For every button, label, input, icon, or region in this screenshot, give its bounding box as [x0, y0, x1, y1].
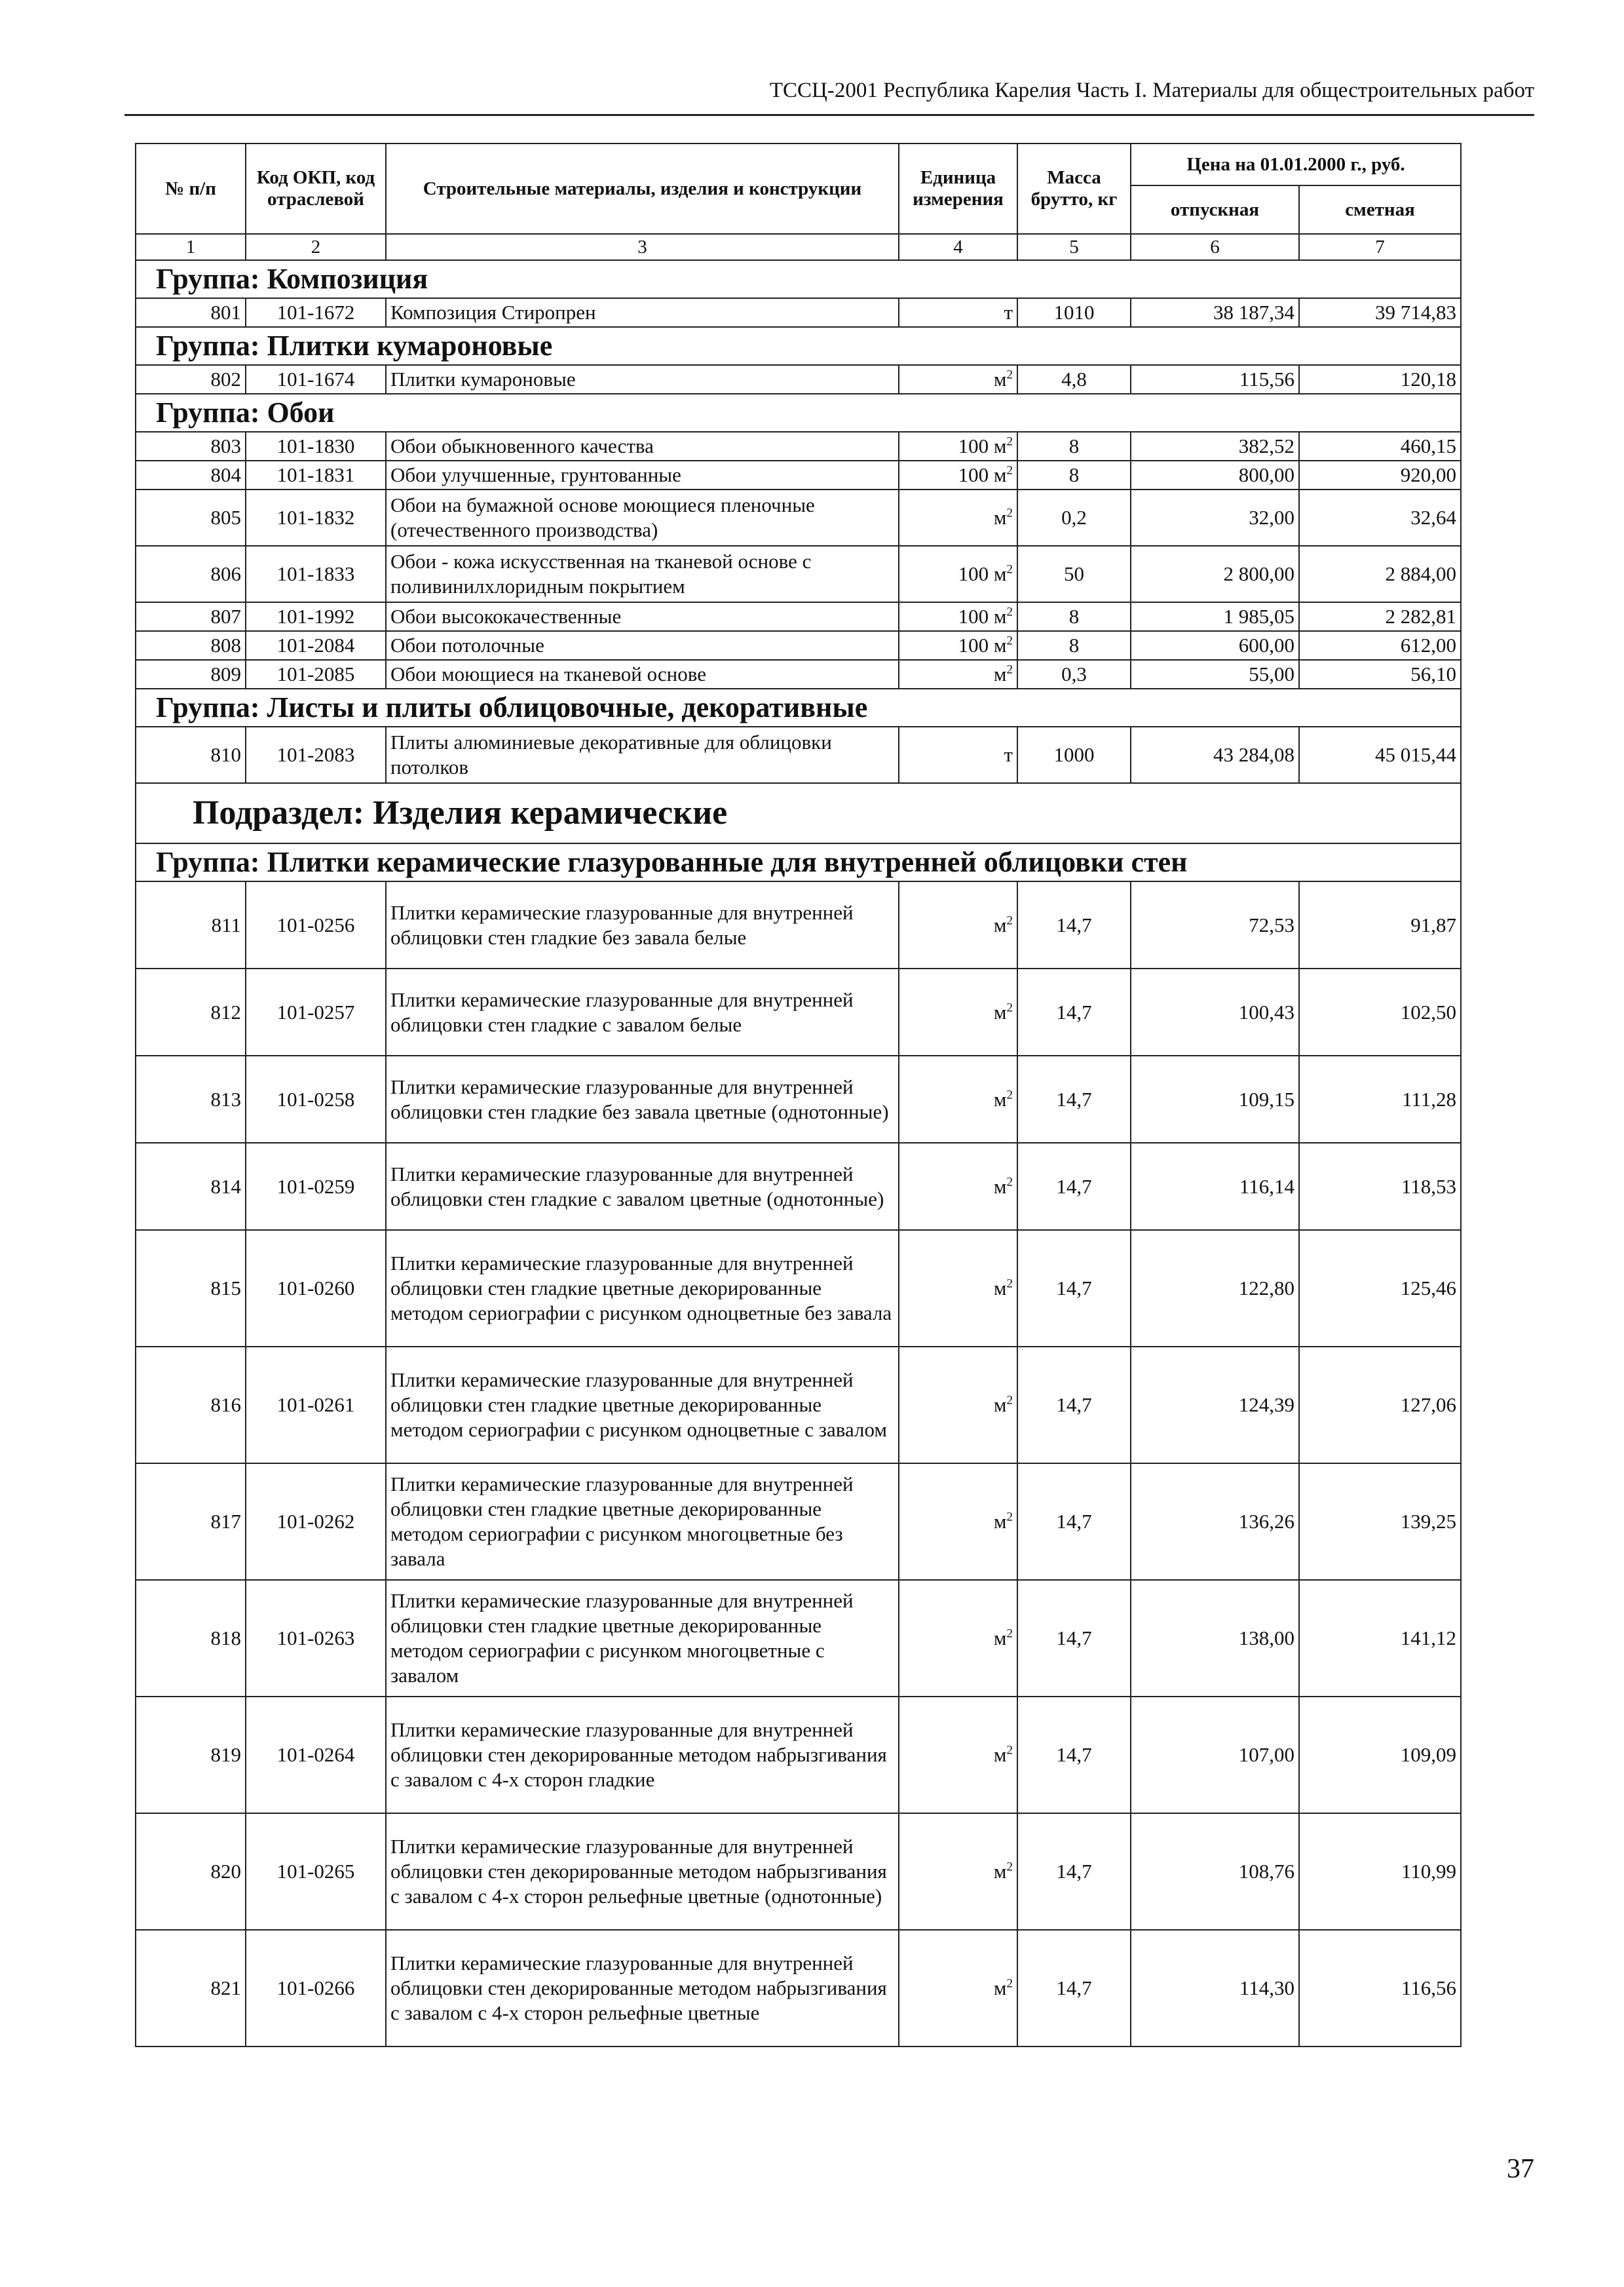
row-unit: м — [993, 913, 1007, 936]
row-price-estimate: 141,12 — [1299, 1580, 1461, 1697]
row-unit-cell — [899, 602, 1017, 631]
row-code: 101-0263 — [246, 1580, 386, 1697]
row-price-release: 122,80 — [1131, 1230, 1299, 1347]
table-row — [136, 1463, 1461, 1580]
row-number: 810 — [136, 727, 246, 783]
group-heading: Группа: Обои — [136, 394, 1461, 432]
row-unit: 100 м — [958, 434, 1007, 457]
col-header-code: Код ОКП, код отраслевой — [246, 144, 386, 234]
row-number: 815 — [136, 1230, 246, 1347]
row-unit: м — [993, 1393, 1007, 1416]
row-number: 807 — [136, 602, 246, 631]
row-name: Плитки керамические глазурованные для внутренней облицовки стен декорированные методом набрызгивания с завалом с 4-х сторон гладкие — [386, 1697, 899, 1813]
row-code: 101-1833 — [246, 546, 386, 602]
table-row — [136, 298, 1461, 327]
row-mass: 14,7 — [1017, 881, 1131, 969]
row-code: 101-2083 — [246, 727, 386, 783]
row-code: 101-2084 — [246, 631, 386, 660]
row-mass: 14,7 — [1017, 1230, 1131, 1347]
row-number: 817 — [136, 1463, 246, 1580]
col-header-name: Строительные материалы, изделия и конструкции — [386, 144, 899, 234]
row-number: 818 — [136, 1580, 246, 1697]
row-unit-cell — [899, 1143, 1017, 1230]
row-name: Плитки керамические глазурованные для внутренней облицовки стен гладкие цветные декорированные методом сериографии с рисунком одноцветные без завала — [386, 1230, 899, 1347]
row-price-estimate: 91,87 — [1299, 881, 1461, 969]
row-unit: 100 м — [958, 634, 1007, 657]
row-price-release: 108,76 — [1131, 1813, 1299, 1930]
row-unit-power: 2 — [1006, 1860, 1013, 1874]
row-unit: 100 м — [958, 562, 1007, 585]
row-price-estimate: 125,46 — [1299, 1230, 1461, 1347]
row-mass: 14,7 — [1017, 1347, 1131, 1463]
group-heading: Группа: Композиция — [136, 260, 1461, 298]
row-unit-cell — [899, 660, 1017, 689]
row-unit-cell — [899, 1230, 1017, 1347]
row-unit-cell — [899, 631, 1017, 660]
row-mass: 14,7 — [1017, 1580, 1131, 1697]
table-row — [136, 1813, 1461, 1930]
row-unit-cell — [899, 1580, 1017, 1697]
row-code: 101-1672 — [246, 298, 386, 327]
table-row — [136, 1143, 1461, 1230]
row-price-release: 114,30 — [1131, 1930, 1299, 2047]
row-price-estimate: 2 884,00 — [1299, 546, 1461, 602]
row-price-release: 32,00 — [1131, 490, 1299, 546]
row-price-estimate: 127,06 — [1299, 1347, 1461, 1463]
col-header-mass: Масса брутто, кг — [1017, 144, 1131, 234]
row-number: 805 — [136, 490, 246, 546]
row-price-estimate: 460,15 — [1299, 432, 1461, 461]
row-code: 101-0265 — [246, 1813, 386, 1930]
table-row — [136, 631, 1461, 660]
row-name: Обои на бумажной основе моющиеся пленочные (отечественного производства) — [386, 490, 899, 546]
row-name: Плитки керамические глазурованные для внутренней облицовки стен декорированные методом набрызгивания с завалом с 4-х сторон рельефные цветные (однотонные) — [386, 1813, 899, 1930]
row-mass: 0,2 — [1017, 490, 1131, 546]
row-name: Плитки керамические глазурованные для внутренней облицовки стен гладкие цветные декорированные методом сериографии с рисунком одноцветные с завалом — [386, 1347, 899, 1463]
row-price-release: 1 985,05 — [1131, 602, 1299, 631]
row-unit-power: 2 — [1006, 463, 1013, 478]
subsection-heading-row — [136, 783, 1461, 843]
col-header-num: № п/п — [136, 144, 246, 234]
row-unit-power: 2 — [1006, 634, 1013, 648]
table-row — [136, 432, 1461, 461]
row-unit: м — [993, 1174, 1007, 1198]
row-unit-cell — [899, 1697, 1017, 1813]
row-unit: м — [993, 368, 1007, 391]
table-row — [136, 546, 1461, 602]
table-row — [136, 490, 1461, 546]
col-number: 2 — [246, 234, 386, 260]
row-code: 101-0258 — [246, 1056, 386, 1143]
row-unit-power: 2 — [1006, 663, 1013, 677]
row-price-estimate: 120,18 — [1299, 365, 1461, 394]
row-unit: м — [993, 663, 1007, 685]
table-row — [136, 1230, 1461, 1347]
row-unit-cell — [899, 490, 1017, 546]
row-code: 101-0262 — [246, 1463, 386, 1580]
group-heading-row — [136, 327, 1461, 365]
row-price-release: 600,00 — [1131, 631, 1299, 660]
page-header: ТССЦ-2001 Республика Карелия Часть I. Материалы для общестроительных работ — [769, 79, 1534, 102]
row-mass: 14,7 — [1017, 1930, 1131, 2047]
row-unit-power: 2 — [1006, 434, 1013, 449]
row-price-estimate: 39 714,83 — [1299, 298, 1461, 327]
materials-table — [135, 143, 1462, 2047]
row-name: Обои - кожа искусственная на тканевой основе с поливинилхлоридным покрытием — [386, 546, 899, 602]
row-price-release: 2 800,00 — [1131, 546, 1299, 602]
group-heading: Группа: Листы и плиты облицовочные, декоративные — [136, 689, 1461, 727]
row-mass: 14,7 — [1017, 969, 1131, 1056]
row-name: Плитки керамические глазурованные для внутренней облицовки стен гладкие цветные декорированные методом сериографии с рисунком многоцветные без завала — [386, 1463, 899, 1580]
col-number: 7 — [1299, 234, 1461, 260]
row-code: 101-1830 — [246, 432, 386, 461]
row-unit-power: 2 — [1006, 1626, 1013, 1641]
group-heading-row — [136, 394, 1461, 432]
row-unit-power: 2 — [1006, 605, 1013, 619]
row-number: 821 — [136, 1930, 246, 2047]
row-price-release: 800,00 — [1131, 461, 1299, 490]
row-code: 101-1832 — [246, 490, 386, 546]
row-unit-cell — [899, 432, 1017, 461]
row-unit-power: 2 — [1006, 1001, 1013, 1015]
row-code: 101-0256 — [246, 881, 386, 969]
row-price-release: 115,56 — [1131, 365, 1299, 394]
row-unit: 100 м — [958, 605, 1007, 628]
row-mass: 4,8 — [1017, 365, 1131, 394]
col-number: 3 — [386, 234, 899, 260]
row-unit-power: 2 — [1006, 1277, 1013, 1291]
row-code: 101-1992 — [246, 602, 386, 631]
row-unit: м — [993, 1087, 1007, 1111]
col-header-price-release: отпускная — [1131, 185, 1299, 234]
row-price-release: 43 284,08 — [1131, 727, 1299, 783]
row-unit-cell — [899, 298, 1017, 327]
row-price-estimate: 102,50 — [1299, 969, 1461, 1056]
row-price-release: 109,15 — [1131, 1056, 1299, 1143]
row-number: 808 — [136, 631, 246, 660]
col-header-price: Цена на 01.01.2000 г., руб. — [1131, 144, 1461, 185]
column-numbers-row — [136, 234, 1461, 260]
row-unit-cell — [899, 1463, 1017, 1580]
row-mass: 50 — [1017, 546, 1131, 602]
table-row — [136, 969, 1461, 1056]
row-unit-power: 2 — [1006, 1510, 1013, 1524]
row-name: Плитки керамические глазурованные для внутренней облицовки стен гладкие с завалом белые — [386, 969, 899, 1056]
row-price-release: 100,43 — [1131, 969, 1299, 1056]
row-unit: м — [993, 1626, 1007, 1649]
row-number: 819 — [136, 1697, 246, 1813]
row-mass: 0,3 — [1017, 660, 1131, 689]
row-name: Обои моющиеся на тканевой основе — [386, 660, 899, 689]
col-number: 1 — [136, 234, 246, 260]
row-unit-power: 2 — [1006, 562, 1013, 577]
row-unit-power: 2 — [1006, 1743, 1013, 1758]
row-unit-power: 2 — [1006, 1175, 1013, 1189]
table-row — [136, 1580, 1461, 1697]
col-header-unit: Единица измерения — [899, 144, 1017, 234]
row-unit-cell — [899, 1056, 1017, 1143]
header-rule — [124, 114, 1534, 116]
row-code: 101-0257 — [246, 969, 386, 1056]
group-heading: Группа: Плитки кумароновые — [136, 327, 1461, 365]
row-name: Плитки керамические глазурованные для внутренней облицовки стен гладкие без завала белые — [386, 881, 899, 969]
row-number: 813 — [136, 1056, 246, 1143]
row-number: 820 — [136, 1813, 246, 1930]
row-price-release: 116,14 — [1131, 1143, 1299, 1230]
row-code: 101-0260 — [246, 1230, 386, 1347]
row-name: Обои потолочные — [386, 631, 899, 660]
row-number: 812 — [136, 969, 246, 1056]
row-mass: 14,7 — [1017, 1697, 1131, 1813]
row-code: 101-0266 — [246, 1930, 386, 2047]
row-code: 101-1674 — [246, 365, 386, 394]
subsection-heading: Подраздел: Изделия керамические — [136, 783, 1461, 843]
row-code: 101-0261 — [246, 1347, 386, 1463]
row-name: Композиция Стиропрен — [386, 298, 899, 327]
row-unit-cell — [899, 1813, 1017, 1930]
row-code: 101-2085 — [246, 660, 386, 689]
group-heading-row — [136, 843, 1461, 881]
row-number: 804 — [136, 461, 246, 490]
row-code: 101-0264 — [246, 1697, 386, 1813]
table-row — [136, 461, 1461, 490]
row-unit: т — [1004, 301, 1013, 324]
row-unit-power: 2 — [1006, 1393, 1013, 1408]
row-unit-cell — [899, 461, 1017, 490]
table-row — [136, 602, 1461, 631]
row-unit-power: 2 — [1006, 913, 1013, 928]
row-unit: м — [993, 506, 1007, 529]
row-price-release: 55,00 — [1131, 660, 1299, 689]
row-mass: 1010 — [1017, 298, 1131, 327]
table-row — [136, 1056, 1461, 1143]
row-price-estimate: 45 015,44 — [1299, 727, 1461, 783]
table-row — [136, 1930, 1461, 2047]
row-price-release: 136,26 — [1131, 1463, 1299, 1580]
row-unit-cell — [899, 1930, 1017, 2047]
row-unit-cell — [899, 881, 1017, 969]
row-unit: м — [993, 1860, 1007, 1883]
table-row — [136, 1697, 1461, 1813]
row-unit: т — [1004, 743, 1013, 766]
table-row — [136, 881, 1461, 969]
group-heading-row — [136, 689, 1461, 727]
page-number: 37 — [1507, 2154, 1534, 2184]
row-price-release: 138,00 — [1131, 1580, 1299, 1697]
row-number: 809 — [136, 660, 246, 689]
row-mass: 14,7 — [1017, 1463, 1131, 1580]
row-number: 814 — [136, 1143, 246, 1230]
row-price-estimate: 116,56 — [1299, 1930, 1461, 2047]
row-price-estimate: 920,00 — [1299, 461, 1461, 490]
row-number: 806 — [136, 546, 246, 602]
row-unit: м — [993, 1277, 1007, 1299]
row-mass: 1000 — [1017, 727, 1131, 783]
row-price-release: 124,39 — [1131, 1347, 1299, 1463]
row-number: 801 — [136, 298, 246, 327]
row-number: 802 — [136, 365, 246, 394]
row-unit: м — [993, 1976, 1007, 1999]
row-name: Обои обыкновенного качества — [386, 432, 899, 461]
row-name: Плитки керамические глазурованные для внутренней облицовки стен декорированные методом набрызгивания с завалом с 4-х сторон рельефные цветные — [386, 1930, 899, 2047]
row-number: 816 — [136, 1347, 246, 1463]
table-row — [136, 365, 1461, 394]
row-unit: м — [993, 1510, 1007, 1533]
row-unit-power: 2 — [1006, 1976, 1013, 1991]
row-price-release: 38 187,34 — [1131, 298, 1299, 327]
col-number: 6 — [1131, 234, 1299, 260]
row-mass: 8 — [1017, 602, 1131, 631]
row-price-estimate: 139,25 — [1299, 1463, 1461, 1580]
row-price-release: 72,53 — [1131, 881, 1299, 969]
row-mass: 14,7 — [1017, 1813, 1131, 1930]
row-unit-power: 2 — [1006, 368, 1013, 382]
row-price-estimate: 109,09 — [1299, 1697, 1461, 1813]
row-number: 803 — [136, 432, 246, 461]
row-unit: 100 м — [958, 463, 1007, 486]
table-row — [136, 727, 1461, 783]
row-name: Плиты алюминиевые декоративные для облицовки потолков — [386, 727, 899, 783]
row-unit-cell — [899, 969, 1017, 1056]
row-price-estimate: 32,64 — [1299, 490, 1461, 546]
row-price-release: 382,52 — [1131, 432, 1299, 461]
row-unit-cell — [899, 546, 1017, 602]
row-unit: м — [993, 1743, 1007, 1766]
row-price-estimate: 612,00 — [1299, 631, 1461, 660]
row-number: 811 — [136, 881, 246, 969]
row-mass: 8 — [1017, 461, 1131, 490]
row-price-estimate: 2 282,81 — [1299, 602, 1461, 631]
row-unit: м — [993, 1000, 1007, 1024]
row-unit-cell — [899, 727, 1017, 783]
row-name: Плитки керамические глазурованные для внутренней облицовки стен гладкие цветные декорированные методом сериографии с рисунком многоцветные с завалом — [386, 1580, 899, 1697]
row-unit-cell — [899, 365, 1017, 394]
row-mass: 8 — [1017, 432, 1131, 461]
col-number: 5 — [1017, 234, 1131, 260]
group-heading: Группа: Плитки керамические глазурованные для внутренней облицовки стен — [136, 843, 1461, 881]
col-number: 4 — [899, 234, 1017, 260]
row-price-estimate: 56,10 — [1299, 660, 1461, 689]
row-name: Обои высококачественные — [386, 602, 899, 631]
row-mass: 8 — [1017, 631, 1131, 660]
row-code: 101-0259 — [246, 1143, 386, 1230]
row-price-estimate: 110,99 — [1299, 1813, 1461, 1930]
row-name: Обои улучшенные, грунтованные — [386, 461, 899, 490]
row-unit-power: 2 — [1006, 506, 1013, 520]
table-row — [136, 1347, 1461, 1463]
row-code: 101-1831 — [246, 461, 386, 490]
table-row — [136, 660, 1461, 689]
row-mass: 14,7 — [1017, 1143, 1131, 1230]
row-mass: 14,7 — [1017, 1056, 1131, 1143]
row-name: Плитки керамические глазурованные для внутренней облицовки стен гладкие без завала цветные (однотонные) — [386, 1056, 899, 1143]
row-price-release: 107,00 — [1131, 1697, 1299, 1813]
row-price-estimate: 111,28 — [1299, 1056, 1461, 1143]
row-name: Плитки керамические глазурованные для внутренней облицовки стен гладкие с завалом цветные (однотонные) — [386, 1143, 899, 1230]
group-heading-row — [136, 260, 1461, 298]
row-unit-power: 2 — [1006, 1088, 1013, 1102]
row-unit-cell — [899, 1347, 1017, 1463]
row-name: Плитки кумароновые — [386, 365, 899, 394]
row-price-estimate: 118,53 — [1299, 1143, 1461, 1230]
col-header-price-estimate: сметная — [1299, 185, 1461, 234]
